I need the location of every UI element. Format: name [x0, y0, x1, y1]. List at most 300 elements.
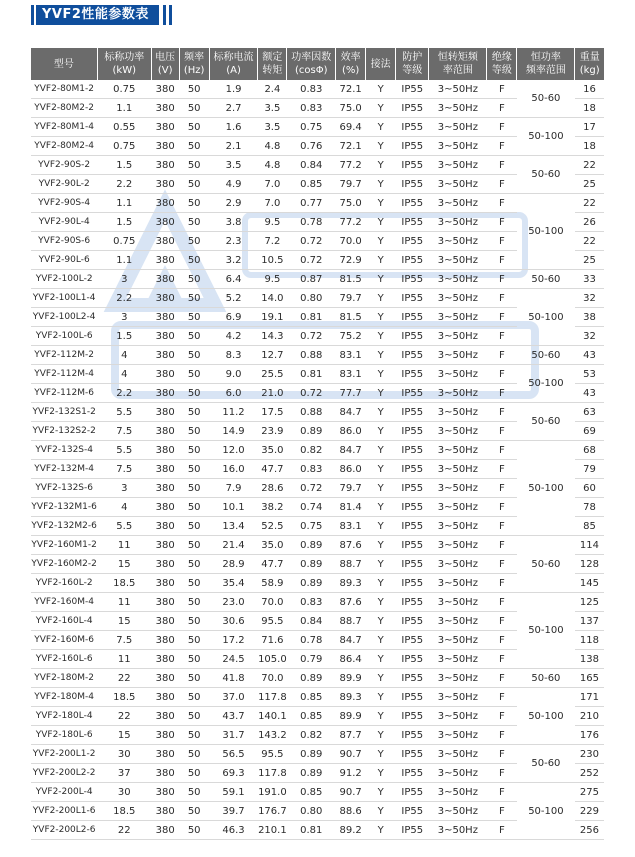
table-cell: IP55	[396, 631, 429, 650]
table-cell: 1.1	[97, 194, 151, 213]
table-cell: 10.1	[209, 498, 258, 517]
table-cell: 4.9	[209, 175, 258, 194]
table-row	[31, 441, 604, 460]
table-cell: 0.89	[287, 745, 336, 764]
table-cell: IP55	[396, 327, 429, 346]
table-cell: F	[487, 688, 517, 707]
table-cell: YVF2-160M-4	[31, 593, 97, 612]
table-cell: 0.81	[287, 821, 336, 840]
table-cell: F	[487, 536, 517, 555]
table-cell: 380	[151, 783, 179, 802]
cell-freq-range: 50-100	[517, 593, 575, 669]
table-cell: IP55	[396, 802, 429, 821]
column-header: 恒功率 频率范围	[517, 48, 575, 80]
table-cell: YVF2-80M2-2	[31, 99, 97, 118]
table-cell: 56.5	[209, 745, 258, 764]
table-cell: 46.3	[209, 821, 258, 840]
table-cell: 0.84	[287, 612, 336, 631]
cell-freq-range: 50-60	[517, 669, 575, 688]
table-cell: YVF2-100L-6	[31, 327, 97, 346]
table-cell: 256	[575, 821, 604, 840]
table-cell: Y	[366, 802, 396, 821]
table-cell: 380	[151, 289, 179, 308]
table-cell: 23.9	[258, 422, 287, 441]
table-cell: 90.7	[336, 783, 366, 802]
table-cell: F	[487, 175, 517, 194]
table-cell: 3~50Hz	[429, 650, 487, 669]
table-cell: 3	[97, 479, 151, 498]
table-cell: 0.77	[287, 194, 336, 213]
cell-freq-range: 50-60	[517, 80, 575, 118]
table-cell: 0.75	[97, 137, 151, 156]
table-cell: 50	[179, 631, 209, 650]
table-cell: 77.7	[336, 384, 366, 403]
table-cell: IP55	[396, 80, 429, 99]
table-cell: 50	[179, 289, 209, 308]
table-cell: 210	[575, 707, 604, 726]
table-cell: 3	[97, 308, 151, 327]
table-cell: 7.9	[209, 479, 258, 498]
table-cell: 1.5	[97, 156, 151, 175]
table-cell: IP55	[396, 118, 429, 137]
table-cell: 89.9	[336, 669, 366, 688]
table-cell: IP55	[396, 232, 429, 251]
table-cell: 3~50Hz	[429, 460, 487, 479]
table-cell: 81.5	[336, 270, 366, 289]
table-cell: 84.7	[336, 631, 366, 650]
table-cell: 30	[97, 783, 151, 802]
table-cell: 16	[575, 80, 604, 99]
table-cell: 43	[575, 346, 604, 365]
cell-freq-range: 50-100	[517, 441, 575, 536]
table-cell: 3~50Hz	[429, 574, 487, 593]
column-header: 恒转矩频 率范围	[429, 48, 487, 80]
table-cell: 50	[179, 555, 209, 574]
table-cell: 50	[179, 726, 209, 745]
table-cell: 0.80	[287, 802, 336, 821]
table-cell: 75.0	[336, 99, 366, 118]
table-cell: 380	[151, 517, 179, 536]
table-cell: 0.89	[287, 422, 336, 441]
table-cell: YVF2-160L-6	[31, 650, 97, 669]
table-cell: F	[487, 593, 517, 612]
table-cell: 2.3	[209, 232, 258, 251]
table-cell: YVF2-90L-6	[31, 251, 97, 270]
table-cell: 4	[97, 365, 151, 384]
table-cell: IP55	[396, 175, 429, 194]
table-cell: 2.9	[209, 194, 258, 213]
table-cell: 3.5	[209, 156, 258, 175]
table-cell: 70.0	[258, 593, 287, 612]
table-cell: YVF2-112M-2	[31, 346, 97, 365]
table-cell: Y	[366, 232, 396, 251]
title-accent-left	[31, 5, 34, 25]
table-cell: 0.83	[287, 460, 336, 479]
column-header: 效率 (%)	[336, 48, 366, 80]
table-cell: 380	[151, 422, 179, 441]
table-cell: YVF2-90L-4	[31, 213, 97, 232]
table-cell: IP55	[396, 137, 429, 156]
table-cell: 3~50Hz	[429, 270, 487, 289]
table-cell: 0.82	[287, 726, 336, 745]
table-cell: F	[487, 99, 517, 118]
table-cell: 5.5	[97, 403, 151, 422]
table-cell: 380	[151, 346, 179, 365]
table-cell: F	[487, 289, 517, 308]
table-cell: 3~50Hz	[429, 631, 487, 650]
table-cell: 26	[575, 213, 604, 232]
page-title: YVF2性能参数表	[36, 5, 159, 25]
table-cell: 72.9	[336, 251, 366, 270]
table-cell: 50	[179, 479, 209, 498]
table-cell: 0.85	[287, 688, 336, 707]
table-cell: 41.8	[209, 669, 258, 688]
table-cell: F	[487, 745, 517, 764]
parameter-table	[31, 48, 604, 840]
table-cell: Y	[366, 384, 396, 403]
table-cell: Y	[366, 137, 396, 156]
table-cell: 50	[179, 346, 209, 365]
table-cell: 117.8	[258, 764, 287, 783]
table-cell: 2.2	[97, 384, 151, 403]
table-cell: 2.2	[97, 175, 151, 194]
table-row	[31, 270, 604, 289]
table-cell: Y	[366, 441, 396, 460]
table-cell: 229	[575, 802, 604, 821]
table-cell: 14.0	[258, 289, 287, 308]
cell-freq-range: 50-100	[517, 118, 575, 156]
table-cell: 50	[179, 194, 209, 213]
table-cell: 3~50Hz	[429, 213, 487, 232]
table-cell: 22	[575, 232, 604, 251]
table-row	[31, 593, 604, 612]
table-cell: 3~50Hz	[429, 726, 487, 745]
table-cell: 17.5	[258, 403, 287, 422]
table-cell: 5.5	[97, 441, 151, 460]
table-cell: 50	[179, 99, 209, 118]
table-cell: 3~50Hz	[429, 802, 487, 821]
table-cell: 50	[179, 441, 209, 460]
table-cell: 84.7	[336, 403, 366, 422]
table-cell: 3~50Hz	[429, 194, 487, 213]
table-cell: 50	[179, 498, 209, 517]
table-cell: 0.81	[287, 365, 336, 384]
column-header: 额定 转矩	[258, 48, 287, 80]
table-row	[31, 745, 604, 764]
table-cell: 6.4	[209, 270, 258, 289]
table-header-row	[31, 48, 604, 80]
table-cell: 230	[575, 745, 604, 764]
table-cell: 3~50Hz	[429, 156, 487, 175]
table-cell: 0.89	[287, 574, 336, 593]
table-cell: F	[487, 327, 517, 346]
table-cell: 4.8	[258, 137, 287, 156]
table-cell: 50	[179, 422, 209, 441]
table-cell: 75.0	[336, 194, 366, 213]
cell-freq-range: 50-60	[517, 156, 575, 194]
table-cell: 88.6	[336, 802, 366, 821]
table-cell: 380	[151, 251, 179, 270]
table-cell: IP55	[396, 764, 429, 783]
table-cell: 165	[575, 669, 604, 688]
table-cell: Y	[366, 175, 396, 194]
table-cell: Y	[366, 745, 396, 764]
table-cell: Y	[366, 707, 396, 726]
table-cell: 38.2	[258, 498, 287, 517]
table-cell: YVF2-132S2-2	[31, 422, 97, 441]
table-cell: Y	[366, 403, 396, 422]
table-cell: 63	[575, 403, 604, 422]
table-cell: 145	[575, 574, 604, 593]
table-cell: 0.83	[287, 99, 336, 118]
table-cell: 15	[97, 555, 151, 574]
table-cell: F	[487, 612, 517, 631]
table-cell: 86.4	[336, 650, 366, 669]
table-cell: YVF2-90S-2	[31, 156, 97, 175]
table-cell: 72.1	[336, 137, 366, 156]
table-cell: 4	[97, 346, 151, 365]
table-cell: 38	[575, 308, 604, 327]
column-header: 接法	[366, 48, 396, 80]
table-cell: 72.1	[336, 80, 366, 99]
table-row	[31, 346, 604, 365]
table-cell: 90.7	[336, 745, 366, 764]
table-cell: 1.1	[97, 251, 151, 270]
table-cell: 0.79	[287, 650, 336, 669]
table-cell: IP55	[396, 156, 429, 175]
table-cell: 3~50Hz	[429, 346, 487, 365]
table-cell: 50	[179, 517, 209, 536]
table-cell: Y	[366, 194, 396, 213]
column-header: 电压 (V)	[151, 48, 179, 80]
table-cell: 50	[179, 213, 209, 232]
table-cell: 3~50Hz	[429, 479, 487, 498]
table-cell: 11.2	[209, 403, 258, 422]
column-header: 标称功率 (kW)	[97, 48, 151, 80]
table-cell: 50	[179, 327, 209, 346]
table-cell: 86.0	[336, 422, 366, 441]
table-cell: IP55	[396, 593, 429, 612]
table-cell: YVF2-90L-2	[31, 175, 97, 194]
table-cell: 0.75	[287, 118, 336, 137]
table-cell: 3~50Hz	[429, 403, 487, 422]
column-header: 重量 (kg)	[575, 48, 604, 80]
table-cell: 380	[151, 232, 179, 251]
table-cell: IP55	[396, 821, 429, 840]
table-cell: F	[487, 574, 517, 593]
table-cell: 1.1	[97, 99, 151, 118]
table-cell: 11	[97, 536, 151, 555]
table-cell: 50	[179, 669, 209, 688]
table-cell: 50	[179, 764, 209, 783]
table-cell: 380	[151, 137, 179, 156]
table-cell: 50	[179, 156, 209, 175]
table-cell: IP55	[396, 745, 429, 764]
table-cell: 7.2	[258, 232, 287, 251]
table-cell: 1.5	[97, 213, 151, 232]
table-cell: F	[487, 707, 517, 726]
table-cell: 3~50Hz	[429, 289, 487, 308]
table-cell: 171	[575, 688, 604, 707]
column-header: 型号	[31, 48, 97, 80]
table-cell: YVF2-180L-4	[31, 707, 97, 726]
table-cell: 1.5	[97, 327, 151, 346]
table-cell: Y	[366, 289, 396, 308]
table-cell: 11	[97, 650, 151, 669]
table-cell: 70.0	[336, 232, 366, 251]
table-cell: 3~50Hz	[429, 517, 487, 536]
cell-freq-range: 50-100	[517, 365, 575, 403]
table-cell: 380	[151, 707, 179, 726]
table-cell: 380	[151, 327, 179, 346]
table-cell: 30.6	[209, 612, 258, 631]
table-cell: F	[487, 726, 517, 745]
table-cell: IP55	[396, 346, 429, 365]
table-cell: 5.2	[209, 289, 258, 308]
table-cell: 176	[575, 726, 604, 745]
table-cell: 84.7	[336, 441, 366, 460]
table-cell: YVF2-80M2-4	[31, 137, 97, 156]
table-cell: 58.9	[258, 574, 287, 593]
table-cell: 32	[575, 327, 604, 346]
table-cell: 69.3	[209, 764, 258, 783]
table-cell: YVF2-132S1-2	[31, 403, 97, 422]
table-cell: 14.9	[209, 422, 258, 441]
table-cell: Y	[366, 650, 396, 669]
table-cell: Y	[366, 365, 396, 384]
table-cell: YVF2-90S-4	[31, 194, 97, 213]
table-row	[31, 403, 604, 422]
table-cell: 3~50Hz	[429, 536, 487, 555]
table-cell: 15	[97, 726, 151, 745]
table-cell: F	[487, 422, 517, 441]
table-cell: 22	[97, 669, 151, 688]
column-header: 功率因数 (cosΦ)	[287, 48, 336, 80]
table-cell: 32	[575, 289, 604, 308]
table-cell: 75.2	[336, 327, 366, 346]
table-cell: 18	[575, 137, 604, 156]
column-header: 绝缘 等级	[487, 48, 517, 80]
table-cell: 380	[151, 726, 179, 745]
table-cell: 35.4	[209, 574, 258, 593]
table-cell: 3~50Hz	[429, 365, 487, 384]
table-cell: 140.1	[258, 707, 287, 726]
table-cell: 380	[151, 555, 179, 574]
table-cell: 77.2	[336, 156, 366, 175]
table-cell: 25	[575, 175, 604, 194]
table-cell: 91.2	[336, 764, 366, 783]
table-cell: 0.88	[287, 403, 336, 422]
table-cell: 0.75	[97, 80, 151, 99]
table-cell: 50	[179, 175, 209, 194]
table-cell: 50	[179, 384, 209, 403]
table-cell: YVF2-132M2-6	[31, 517, 97, 536]
table-cell: 7.5	[97, 460, 151, 479]
table-cell: 2.4	[258, 80, 287, 99]
table-cell: 6.9	[209, 308, 258, 327]
table-cell: 0.75	[287, 517, 336, 536]
table-cell: YVF2-80M1-4	[31, 118, 97, 137]
cell-freq-range: 50-60	[517, 536, 575, 593]
table-cell: 4.2	[209, 327, 258, 346]
table-cell: 0.55	[97, 118, 151, 137]
table-cell: IP55	[396, 384, 429, 403]
table-cell: 25	[575, 251, 604, 270]
table-row	[31, 80, 604, 99]
table-cell: 86.0	[336, 460, 366, 479]
table-cell: IP55	[396, 612, 429, 631]
table-cell: 3.8	[209, 213, 258, 232]
table-cell: 380	[151, 194, 179, 213]
table-cell: IP55	[396, 289, 429, 308]
table-cell: IP55	[396, 308, 429, 327]
table-cell: F	[487, 156, 517, 175]
table-cell: YVF2-100L-2	[31, 270, 97, 289]
table-cell: 380	[151, 384, 179, 403]
table-cell: 16.0	[209, 460, 258, 479]
table-cell: Y	[366, 574, 396, 593]
table-cell: 70.0	[258, 669, 287, 688]
table-cell: 3~50Hz	[429, 327, 487, 346]
table-row	[31, 194, 604, 213]
table-cell: 0.81	[287, 308, 336, 327]
table-cell: IP55	[396, 498, 429, 517]
table-cell: 3.2	[209, 251, 258, 270]
table-cell: 380	[151, 745, 179, 764]
table-cell: 7.0	[258, 194, 287, 213]
table-cell: 0.75	[97, 232, 151, 251]
table-cell: 0.78	[287, 631, 336, 650]
table-cell: 71.6	[258, 631, 287, 650]
table-cell: 23.0	[209, 593, 258, 612]
table-cell: IP55	[396, 403, 429, 422]
table-cell: YVF2-132M-4	[31, 460, 97, 479]
table-cell: 0.72	[287, 251, 336, 270]
table-cell: 12.7	[258, 346, 287, 365]
table-cell: 89.3	[336, 688, 366, 707]
table-cell: F	[487, 80, 517, 99]
table-cell: 2.2	[97, 289, 151, 308]
table-cell: F	[487, 270, 517, 289]
table-cell: 33	[575, 270, 604, 289]
table-cell: 3~50Hz	[429, 175, 487, 194]
table-cell: 3~50Hz	[429, 384, 487, 403]
table-cell: 0.89	[287, 555, 336, 574]
table-cell: 81.4	[336, 498, 366, 517]
table-cell: 50	[179, 612, 209, 631]
table-cell: 0.82	[287, 441, 336, 460]
table-cell: 22	[575, 194, 604, 213]
table-cell: 380	[151, 99, 179, 118]
table-cell: 380	[151, 270, 179, 289]
table-cell: 50	[179, 707, 209, 726]
table-cell: 2.7	[209, 99, 258, 118]
table-cell: 3~50Hz	[429, 821, 487, 840]
table-cell: F	[487, 384, 517, 403]
table-cell: Y	[366, 536, 396, 555]
table-cell: YVF2-160M2-2	[31, 555, 97, 574]
cell-freq-range: 50-100	[517, 194, 575, 270]
table-cell: 117.8	[258, 688, 287, 707]
table-cell: IP55	[396, 536, 429, 555]
table-cell: YVF2-180L-6	[31, 726, 97, 745]
table-cell: YVF2-160L-2	[31, 574, 97, 593]
table-cell: 12.0	[209, 441, 258, 460]
table-cell: YVF2-180M-4	[31, 688, 97, 707]
column-header: 防护 等级	[396, 48, 429, 80]
table-cell: 0.72	[287, 384, 336, 403]
table-cell: 3~50Hz	[429, 612, 487, 631]
